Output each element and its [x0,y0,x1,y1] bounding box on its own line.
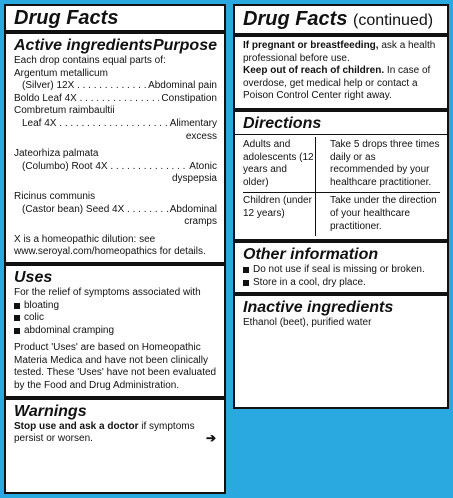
ingredient-line: Leaf 4X . . . [22,118,168,131]
purpose-heading: Purpose [152,37,217,54]
active-ingredients-heading: Active ingredients [14,37,153,54]
ingredient-line: (Silver) 12X . . . [22,80,146,93]
ingredient-line: Boldo Leaf 4X . . . [14,93,159,106]
directions-table [243,137,440,236]
ingredient-name: Argentum metallicum [14,67,108,79]
ingredient-purpose: Abdominal [169,203,217,215]
directions-who: Children (under 12 years) [243,195,312,219]
inactive-ingredients-section [235,296,447,333]
uses-intro: For the relief of symptoms associated with [14,286,201,298]
uses-bullet: bloating [14,300,217,313]
drug-facts-panel-right [233,4,449,409]
ingredient-purpose: Alimentary [169,117,217,129]
dilution-note: X is a homeopathic dilution: see www.seroyal.com/homeopathics for details. [14,233,206,258]
uses-list [14,300,217,338]
drug-facts-panel-left [4,4,226,494]
ingredient-purpose-cont: excess [185,130,217,142]
pregnancy-rest: ask a health professional before use. [243,40,436,64]
directions-who: Adults and adolescents (12 years and older) [243,138,314,188]
uses-heading: Uses [14,268,53,286]
ingredient-name: Ricinus communis [14,190,96,202]
other-information-heading: Other information [243,246,379,264]
drug-facts-continued-title [243,8,440,32]
uses-section [6,266,224,396]
ingredient-name: Jateorhiza palmata [14,148,99,160]
ingredient-purpose: Constipation [161,92,217,104]
continue-arrow-icon: ➔ [205,430,216,445]
ingredient-jateorhiza [14,148,217,186]
active-intro: Each drop contains equal parts of: [14,55,166,66]
warnings-heading: Warnings [14,402,87,420]
warnings-bold: Stop use and ask a doctor [14,420,139,432]
directions-section [235,112,447,239]
drug-facts-title: Drug Facts [243,8,348,30]
active-ingredients-section [6,34,224,262]
other-info-bullet: Store in a cool, dry place. [243,277,440,290]
warnings-rest: if symptoms persist or worsen. [14,420,195,445]
drug-facts-title: Drug Facts [14,7,119,29]
directions-heading: Directions [243,114,322,132]
warnings-text [14,421,217,446]
children-warning [243,65,440,103]
pregnancy-bold: If pregnant or breastfeeding, [243,40,379,51]
other-information-section [235,243,447,292]
ingredient-ricinus [14,191,217,229]
children-bold: Keep out of reach of children. [243,65,385,77]
inactive-ingredients-text: Ethanol (beet), purified water [243,317,372,329]
ingredient-boldo [14,93,217,106]
warnings-continued-section [235,37,447,106]
ingredient-name: Combretum raimbaultii [14,105,115,117]
directions-what: Take 5 drops three times daily or as recommended by your healthcare practitioner. [315,137,440,192]
ingredient-combretum [14,105,217,143]
ingredient-purpose-cont: dyspepsia [171,173,217,185]
continued-label: (continued) [353,12,434,29]
uses-note: Product 'Uses' are based on Homeopathic Materia Medica and have not been clinically tested. These 'Uses' have not been evaluated by the Food and Drug Administration. [14,342,217,392]
ingredient-purpose: Abdominal pain [148,80,217,92]
ingredient-silver [14,68,217,93]
children-rest: In case of overdose, get medical help or contact a Poison Control Center right away. [243,65,431,102]
uses-bullet: abdominal cramping [14,325,217,338]
ingredient-line: (Columbo) Root 4X . . . [22,161,187,174]
warnings-section [6,400,224,449]
ingredient-line: (Castor bean) Seed 4X . . . [22,204,168,217]
directions-what: Take under the direction of your healthcare practitioner. [315,193,440,236]
ingredient-purpose-cont: cramps [184,216,217,228]
other-info-bullet: Do not use if seal is missing or broken. [243,264,440,277]
ingredient-purpose: Atonic [189,160,217,172]
pregnancy-warning [243,40,440,65]
inactive-ingredients-heading: Inactive ingredients [243,299,394,317]
uses-bullet: colic [14,312,217,325]
